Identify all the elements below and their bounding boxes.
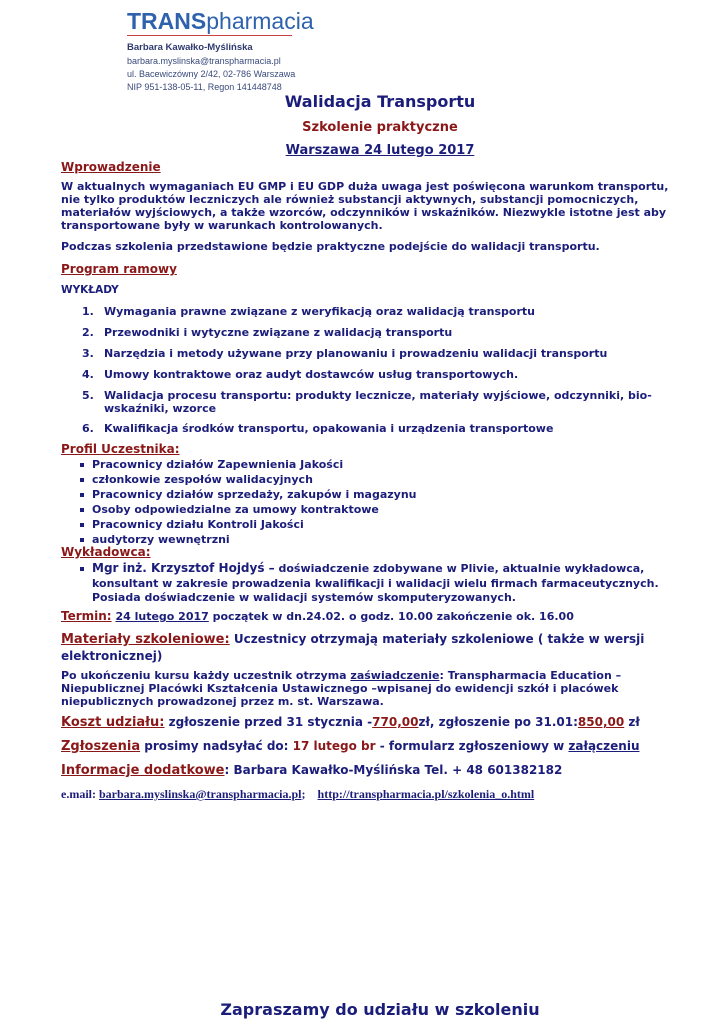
- info-line: Informacje dodatkowe: Barbara Kawałko-Myślińska Tel. + 48 601382182: [61, 763, 563, 778]
- bullet-icon: [80, 523, 84, 527]
- lecturer-name: Mgr inż. Krzysztof Hojdyś –: [92, 561, 275, 575]
- website-link[interactable]: http://transpharmacia.pl/szkolenia_o.html: [317, 787, 535, 801]
- bullet-icon: [80, 478, 84, 482]
- bullet-icon: [80, 567, 84, 571]
- cost-early-value: 770,00: [372, 715, 419, 729]
- profile-item: Pracownicy działów sprzedaży, zakupów i magazynu: [80, 488, 417, 501]
- company-logo: TRANSpharmacia: [127, 8, 314, 34]
- lecturer-line: Mgr inż. Krzysztof Hojdyś – doświadczenie zdobywane w Plivie, aktualnie wykładowca,: [80, 562, 644, 575]
- bullet-icon: [80, 508, 84, 512]
- cost-line: Koszt udziału: zgłoszenie przed 31 stycznia -770,00zł, zgłoszenie po 31.01:850,00 zł: [61, 715, 640, 730]
- lecturer-heading: Wykładowca:: [61, 545, 151, 559]
- profile-heading: Profil Uczestnika:: [61, 442, 180, 456]
- certificate-block: Po ukończeniu kursu każdy uczestnik otrzyma zaświadczenie: Transpharmacia Education – Niepublicznej Placówki Kształcenia Ustawicznego –wpisanej do ewidencji szkół i placówek niepublicznych prowadzonej przez m. st. Warszawa.: [61, 669, 622, 708]
- profile-item: członkowie zespołów walidacyjnych: [80, 473, 313, 486]
- materials-block: Materiały szkoleniowe: Uczestnicy otrzymają materiały szkoleniowe ( także w wersji elektronicznej): [61, 632, 645, 663]
- bullet-icon: [80, 538, 84, 542]
- invitation-footer: Zapraszamy do udziału w szkoleniu: [220, 1000, 540, 1019]
- letterhead-name: Barbara Kawałko-Myślińska: [127, 42, 253, 53]
- program-subheading: WYKŁADY: [61, 284, 119, 296]
- termin-label: Termin:: [61, 609, 112, 623]
- registration-deadline: 17 lutego br: [292, 739, 376, 753]
- termin-line: Termin: 24 lutego 2017 początek w dn.24.02. o godz. 10.00 zakończenie ok. 16.00: [61, 609, 574, 623]
- page-subtitle: Szkolenie praktyczne: [302, 120, 458, 135]
- letterhead-address: ul. Bacewiczówny 2/42, 02-786 Warszawa: [127, 69, 296, 79]
- letterhead-email: barbara.myslinska@transpharmacia.pl: [127, 56, 281, 66]
- termin-date: 24 lutego 2017: [115, 610, 209, 623]
- attachment-link[interactable]: załączeniu: [568, 739, 640, 753]
- program-heading: Program ramowy: [61, 262, 177, 276]
- materials-label: Materiały szkoleniowe:: [61, 632, 230, 647]
- intro-paragraph-2: Podczas szkolenia przedstawione będzie praktyczne podejście do walidacji transportu.: [61, 240, 600, 253]
- certificate-word: zaświadczenie: [350, 669, 440, 682]
- bullet-icon: [80, 493, 84, 497]
- lecturer-desc-2: konsultant w zakresie prowadzenia kwalifikacji i walidacji wielu firmach farmaceutycznych.: [92, 577, 659, 590]
- letterhead-nip: NIP 951-138-05-11, Regon 141448748: [127, 82, 282, 92]
- logo-divider: [127, 35, 292, 36]
- intro-paragraph: W aktualnych wymaganiach EU GMP i EU GDP duża uwaga jest poświęcona warunkom transportu, nie tylko produktów leczniczych ale również substancji aktywnych, substancji pomocniczych, materiałów wyjściowych, a także wzorców, odczynników i wskaźników. Niezwykle istotne jest aby transportowane były w warunkach kontrolowanych.: [61, 180, 669, 232]
- bullet-icon: [80, 463, 84, 467]
- lecturer-desc-3: Posiada doświadczenie w walidacji systemów skomputeryzowanych.: [92, 591, 516, 604]
- registration-line: Zgłoszenia prosimy nadsyłać do: 17 lutego br - formularz zgłoszeniowy w załączeniu: [61, 739, 640, 754]
- info-label: Informacje dodatkowe: [61, 763, 225, 778]
- page-title: Walidacja Transportu: [284, 92, 476, 111]
- intro-heading: Wprowadzenie: [61, 160, 161, 174]
- place-date: Warszawa 24 lutego 2017: [285, 143, 475, 158]
- registration-label: Zgłoszenia: [61, 739, 141, 754]
- profile-item: audytorzy wewnętrzni: [80, 533, 230, 546]
- cost-label: Koszt udziału:: [61, 715, 165, 730]
- email-link[interactable]: barbara.myslinska@transpharmacia.pl: [99, 787, 302, 801]
- profile-item: Pracownicy działów Zapewnienia Jakości: [80, 458, 343, 471]
- cost-late-value: 850,00: [577, 715, 625, 729]
- contact-line: e.mail: barbara.myslinska@transpharmacia.pl; http://transpharmacia.pl/szkolenia_o.html: [61, 787, 535, 801]
- profile-item: Osoby odpowiedzialne za umowy kontraktowe: [80, 503, 379, 516]
- profile-item: Pracownicy działu Kontroli Jakości: [80, 518, 304, 531]
